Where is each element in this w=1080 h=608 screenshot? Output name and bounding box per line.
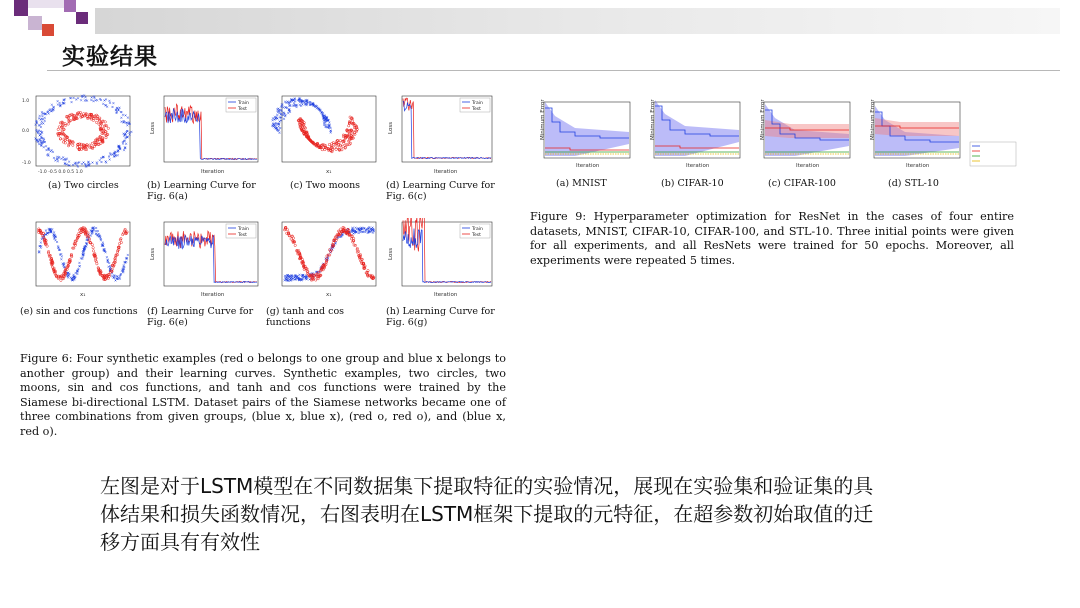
legend-test: Test <box>238 107 247 112</box>
figure-9-caption: Figure 9: Hyperparameter optimization for ResNet in the cases of four entire datasets, MNIST, CIFAR-10, CIFAR-100, and STL-10. Three initial points were given for all experiments, and all ResNets were trained for 50 epochs. Moreover, all experiments were repeated 5 times. <box>530 210 1014 267</box>
svg-text:-1.0 -0.5 0.0 0.5 1.0: -1.0 -0.5 0.0 0.5 1.0 <box>38 170 83 175</box>
svg-text:Minimum Error: Minimum Error <box>760 99 766 140</box>
svg-text:Minimum Error: Minimum Error <box>870 99 876 140</box>
subcaption-h: (h) Learning Curve for Fig. 6(g) <box>386 306 495 328</box>
plot-sin-cos <box>22 218 134 300</box>
svg-text:-1.0: -1.0 <box>22 161 31 166</box>
title-divider <box>47 70 1060 71</box>
svg-text:Train: Train <box>472 101 483 106</box>
svg-text:x₁: x₁ <box>326 169 332 175</box>
slide-title: 实验结果 <box>62 44 158 70</box>
plot-cifar100 <box>750 98 854 170</box>
svg-text:Iteration: Iteration <box>201 292 225 298</box>
subcaption-b: (b) Learning Curve for Fig. 6(a) <box>147 180 256 202</box>
svg-text:Iteration: Iteration <box>796 163 820 169</box>
svg-text:Train: Train <box>238 227 249 232</box>
plot-mnist <box>530 98 634 170</box>
legend-train: Train <box>238 101 249 106</box>
plot-learning-curve-a <box>146 92 262 176</box>
plot-tanh-cos <box>268 218 380 300</box>
plot-learning-curve-c <box>384 92 496 176</box>
svg-text:Test: Test <box>238 233 247 238</box>
svg-text:Test: Test <box>472 233 481 238</box>
svg-text:Iteration: Iteration <box>201 169 225 175</box>
svg-text:Loss: Loss <box>388 121 394 134</box>
subcaption-mnist: (a) MNIST <box>556 178 607 189</box>
figure-6-caption: Figure 6: Four synthetic examples (red o belongs to one group and blue x belongs to another group) and their learning curves. Synthetic examples, two circles, two moons, sin and cos functions, and tanh and cos functions were trained by the Siamese bi-directional LSTM. Dataset pairs of the Siamese networks became one of three combinations from given groups, (blue x, blue x), (red o, red o), and (blue x, red o). <box>20 352 506 438</box>
svg-text:Iteration: Iteration <box>576 163 600 169</box>
subcaption-a: (a) Two circles <box>48 180 119 191</box>
plot-cifar10 <box>640 98 744 170</box>
svg-text:1.0: 1.0 <box>22 99 30 104</box>
svg-text:Train: Train <box>472 227 483 232</box>
plot-two-circles <box>22 92 134 176</box>
svg-text:Loss: Loss <box>150 121 156 134</box>
plot-learning-curve-g <box>384 218 496 300</box>
svg-text:0.0: 0.0 <box>22 129 30 134</box>
svg-text:Iteration: Iteration <box>686 163 710 169</box>
subcaption-d: (d) Learning Curve for Fig. 6(c) <box>386 180 495 202</box>
subcaption-c: (c) Two moons <box>290 180 361 191</box>
svg-text:Iteration: Iteration <box>906 163 930 169</box>
plot-stl10 <box>860 98 1020 170</box>
svg-text:Iteration: Iteration <box>434 292 458 298</box>
svg-text:Test: Test <box>472 107 481 112</box>
subcaption-f: (f) Learning Curve for Fig. 6(e) <box>147 306 254 328</box>
slide-body-text: 左图是对于LSTM模型在不同数据集下提取特征的实验情况，展现在实验集和验证集的具体结果和损失函数情况，右图表明在LSTM框架下提取的元特征，在超参数初始取值的迁移方面具有有效性 <box>100 474 874 554</box>
header-bar <box>95 8 1060 34</box>
subcaption-cifar10: (b) CIFAR-10 <box>661 178 724 189</box>
svg-text:Loss: Loss <box>388 247 394 260</box>
svg-text:Loss: Loss <box>150 247 156 260</box>
svg-text:x₁: x₁ <box>80 292 86 298</box>
plot-learning-curve-e <box>146 218 262 300</box>
plot-two-moons <box>268 92 380 176</box>
svg-text:Iteration: Iteration <box>434 169 458 175</box>
svg-text:x₁: x₁ <box>326 292 332 298</box>
subcaption-stl10: (d) STL-10 <box>888 178 939 189</box>
subcaption-g: (g) tanh and cos functions <box>266 306 345 328</box>
svg-text:Minimum Error: Minimum Error <box>540 99 546 140</box>
subcaption-cifar100: (c) CIFAR-100 <box>768 178 836 189</box>
svg-text:Minimum Error: Minimum Error <box>650 99 656 140</box>
subcaption-e: (e) sin and cos functions <box>20 306 138 317</box>
